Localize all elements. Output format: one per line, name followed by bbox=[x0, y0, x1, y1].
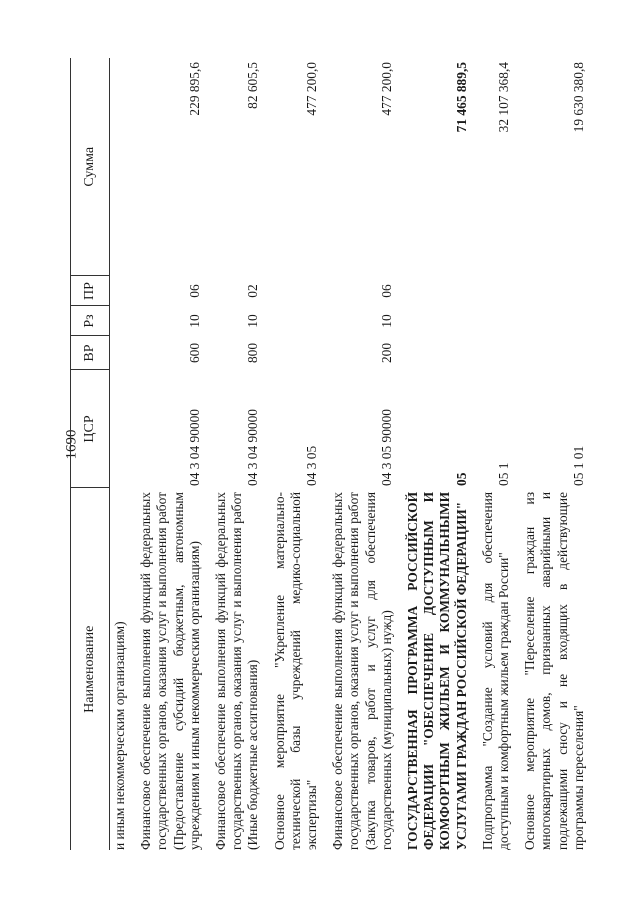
row-name: ГОСУДАРСТВЕННАЯ ПРОГРАММА РОССИЙСКОЙ ФЕДЕРАЦИИ "ОБЕСПЕЧЕНИЕ ДОСТУПНЫМ И КОМФОРТНЫМ ЖИЛЬЕМ И КОММУНАЛЬНЫМИ УСЛУГАМИ ГРАЖДАН РОССИЙСКОЙ ФЕДЕРАЦИИ" bbox=[405, 492, 469, 850]
table-row-program bbox=[401, 58, 476, 850]
row-vr bbox=[268, 336, 327, 370]
header-pr: ПР bbox=[71, 276, 110, 306]
row-csr: 04 3 05 bbox=[304, 445, 320, 486]
table-row bbox=[209, 58, 268, 850]
row-name: и иным некоммерческим организациям) bbox=[112, 621, 127, 850]
row-sum: 477 200,0 bbox=[378, 62, 394, 116]
table-row bbox=[134, 58, 209, 850]
row-csr: 05 bbox=[453, 472, 469, 486]
header-vr: ВР bbox=[71, 336, 110, 370]
row-name: Финансовое обеспечение выполнения функций федеральных государственных органов, оказания услуг и выполнения работ (Закупка товаров, работ и услуг для обеспечения государственных (муниципальных) нужд) bbox=[330, 492, 394, 850]
row-pr bbox=[518, 276, 593, 306]
row-pr bbox=[110, 276, 135, 306]
row-pr bbox=[476, 276, 518, 306]
table-row bbox=[326, 58, 401, 850]
row-vr: 600 bbox=[186, 342, 202, 364]
header-rz: Рз bbox=[71, 306, 110, 336]
table-row bbox=[476, 58, 518, 850]
row-csr bbox=[110, 370, 135, 488]
row-vr bbox=[518, 336, 593, 370]
row-vr: 200 bbox=[378, 342, 394, 364]
row-pr bbox=[268, 276, 327, 306]
header-sum: Сумма bbox=[71, 58, 110, 276]
row-pr: 06 bbox=[378, 284, 394, 298]
row-sum: 32 107 368,4 bbox=[496, 62, 512, 133]
row-name: Основное мероприятие "Укрепление материально-технической базы учреждений медико-социальной экспертизы" bbox=[271, 492, 320, 850]
row-name: Финансовое обеспечение выполнения функций федеральных государственных органов, оказания услуг и выполнения работ (Иные бюджетные ассигнования) bbox=[213, 492, 261, 850]
row-rz: 10 bbox=[186, 314, 202, 328]
table-row bbox=[268, 58, 327, 850]
page-number: 1690 bbox=[63, 429, 80, 460]
row-pr: 06 bbox=[186, 284, 202, 298]
row-csr: 04 3 04 90000 bbox=[245, 409, 261, 486]
table-row bbox=[110, 58, 135, 850]
row-pr bbox=[401, 276, 476, 306]
row-vr bbox=[401, 336, 476, 370]
row-sum: 19 630 380,8 bbox=[570, 62, 586, 133]
row-rz bbox=[476, 306, 518, 336]
row-sum: 477 200,0 bbox=[304, 62, 320, 116]
budget-table-sheet bbox=[70, 58, 610, 850]
row-csr: 04 3 04 90000 bbox=[186, 409, 202, 486]
table-row bbox=[518, 58, 593, 850]
row-sum: 82 605,5 bbox=[245, 62, 261, 109]
row-sum: 71 465 889,5 bbox=[453, 62, 469, 133]
rotated-table-container bbox=[70, 58, 610, 850]
row-csr: 04 3 05 90000 bbox=[378, 409, 394, 486]
row-pr: 02 bbox=[245, 284, 261, 298]
row-csr: 05 1 01 bbox=[570, 445, 586, 486]
row-rz: 10 bbox=[378, 314, 394, 328]
row-name: Основное мероприятие "Переселение граждан из многоквартирных домов, признанных аварийными и подлежащими сносу и не входящих в действующие программы переселения" bbox=[522, 492, 586, 850]
row-csr: 05 1 bbox=[496, 462, 512, 486]
row-rz bbox=[401, 306, 476, 336]
row-vr bbox=[476, 336, 518, 370]
header-csr: ЦСР bbox=[71, 370, 110, 488]
row-rz bbox=[110, 306, 135, 336]
table-header-row bbox=[71, 58, 110, 850]
row-sum bbox=[110, 58, 135, 276]
budget-table bbox=[70, 58, 593, 850]
row-rz bbox=[268, 306, 327, 336]
header-name: Наименование bbox=[71, 488, 110, 850]
row-name: Финансовое обеспечение выполнения функций федеральных государственных органов, оказания услуг и выполнения работ (Предоставление субсидий бюджетным, автономным учреждениям и иным некоммерческим организациям) bbox=[138, 492, 202, 850]
row-rz: 10 bbox=[245, 314, 261, 328]
row-name: Подпрограмма "Создание условий для обеспечения доступным и комфортным жильем граждан России" bbox=[479, 492, 512, 850]
row-vr bbox=[110, 336, 135, 370]
row-rz bbox=[518, 306, 593, 336]
row-vr: 800 bbox=[245, 342, 261, 364]
row-sum: 229 895,6 bbox=[186, 62, 202, 116]
